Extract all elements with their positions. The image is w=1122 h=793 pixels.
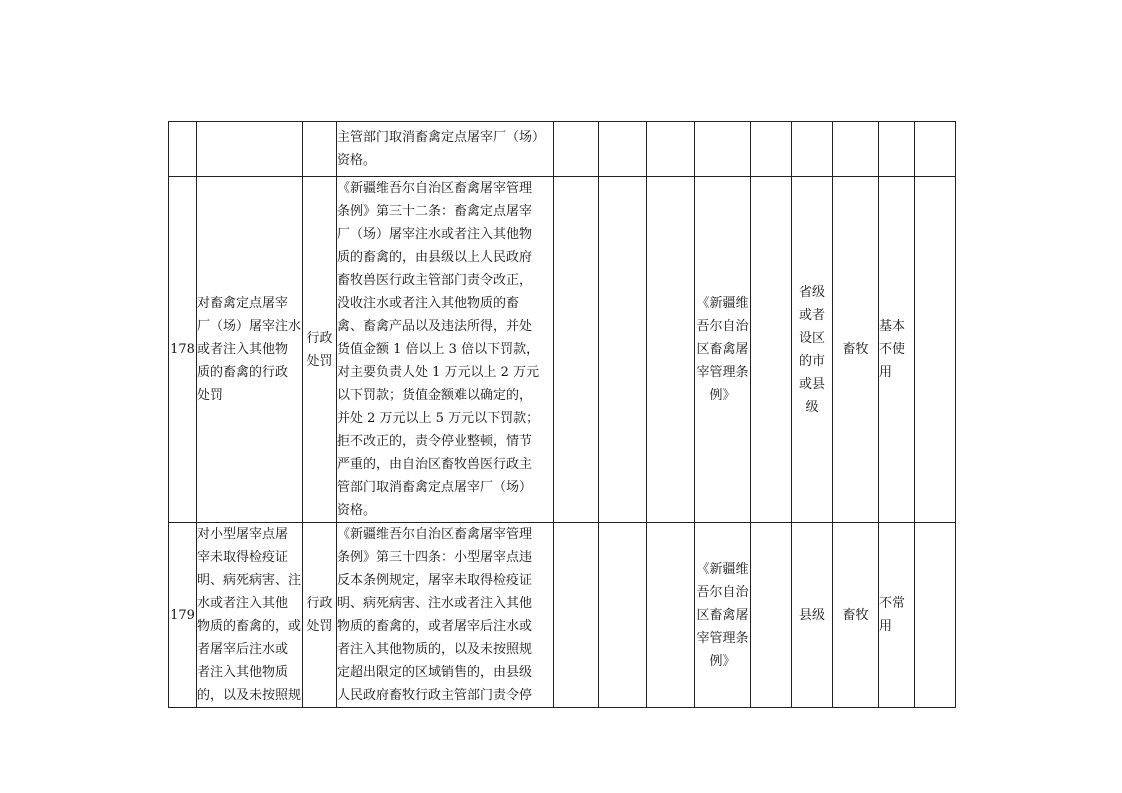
law-name: 《新疆维 吾尔自治 区畜禽屠 宰管理条 例》: [695, 523, 751, 708]
empty-cell: [599, 177, 647, 523]
table-row: [169, 177, 956, 523]
empty-cell: [915, 177, 956, 523]
empty-cell: [599, 523, 647, 708]
empty-cell: [751, 177, 792, 523]
empty-cell: [554, 177, 599, 523]
legal-basis: 《新疆维吾尔自治区畜禽屠宰管理 条例》第三十二条：畜禽定点屠宰 厂（场）屠宰注水或者注入其他物 质的畜禽的，由县级以上人民政府 畜牧兽医行政主管部门责令改正， 没收注水或者注入其他物质的畜 禽、畜禽产品以及违法所得，并处 货值金额 1 倍以上 3 倍以下罚款， 对主要负责人处 1 万元以上 2 万元 以下罚款；货值金额难以确定的， 并处 2 万元以上 5 万元以下罚款； 拒不改正的，责令停业整顿，情节 严重的，由自治区畜牧兽医行政主 管部门取消畜禽定点屠宰厂（场） 资格。: [337, 177, 554, 523]
item-name: 对小型屠宰点屠 宰未取得检疫证 明、病死病害、注 水或者注入其他 物质的畜禽的，或 者屠宰后注水或 者注入其他物质 的，以及未按照规: [197, 523, 303, 708]
item-number: 179: [169, 523, 197, 708]
item-number: [169, 122, 197, 177]
law-name: [695, 122, 751, 177]
enforcement-level: [792, 122, 833, 177]
usage-frequency: [879, 122, 915, 177]
department: 畜牧: [833, 177, 879, 523]
empty-cell: [599, 122, 647, 177]
table-row: [169, 122, 956, 177]
empty-cell: [751, 523, 792, 708]
legal-basis: 《新疆维吾尔自治区畜禽屠宰管理 条例》第三十四条：小型屠宰点违 反本条例规定，屠宰未取得检疫证 明、病死病害、注水或者注入其他 物质的畜禽的，或者屠宰后注水或 者注入其他物质的，以及未按照规 定超出限定的区域销售的，由县级 人民政府畜牧行政主管部门责令停: [337, 523, 554, 708]
empty-cell: [915, 122, 956, 177]
item-number: 178: [169, 177, 197, 523]
enforcement-level: 县级: [792, 523, 833, 708]
empty-cell: [751, 122, 792, 177]
law-name: 《新疆维 吾尔自治 区畜禽屠 宰管理条 例》: [695, 177, 751, 523]
enforcement-level: 省级 或者 设区 的市 或县 级: [792, 177, 833, 523]
table-row: [169, 523, 956, 708]
item-type: [303, 122, 337, 177]
legal-basis: 主管部门取消畜禽定点屠宰厂（场） 资格。: [337, 122, 554, 177]
item-name: [197, 122, 303, 177]
item-type: 行政 处罚: [303, 177, 337, 523]
department: 畜牧: [833, 523, 879, 708]
empty-cell: [647, 523, 695, 708]
empty-cell: [647, 122, 695, 177]
empty-cell: [915, 523, 956, 708]
empty-cell: [554, 122, 599, 177]
regulation-table: [168, 121, 956, 708]
usage-frequency: 不常 用: [879, 523, 915, 708]
item-name: 对畜禽定点屠宰 厂（场）屠宰注水 或者注入其他物 质的畜禽的行政 处罚: [197, 177, 303, 523]
empty-cell: [647, 177, 695, 523]
empty-cell: [554, 523, 599, 708]
item-type: 行政 处罚: [303, 523, 337, 708]
department: [833, 122, 879, 177]
usage-frequency: 基本 不使 用: [879, 177, 915, 523]
